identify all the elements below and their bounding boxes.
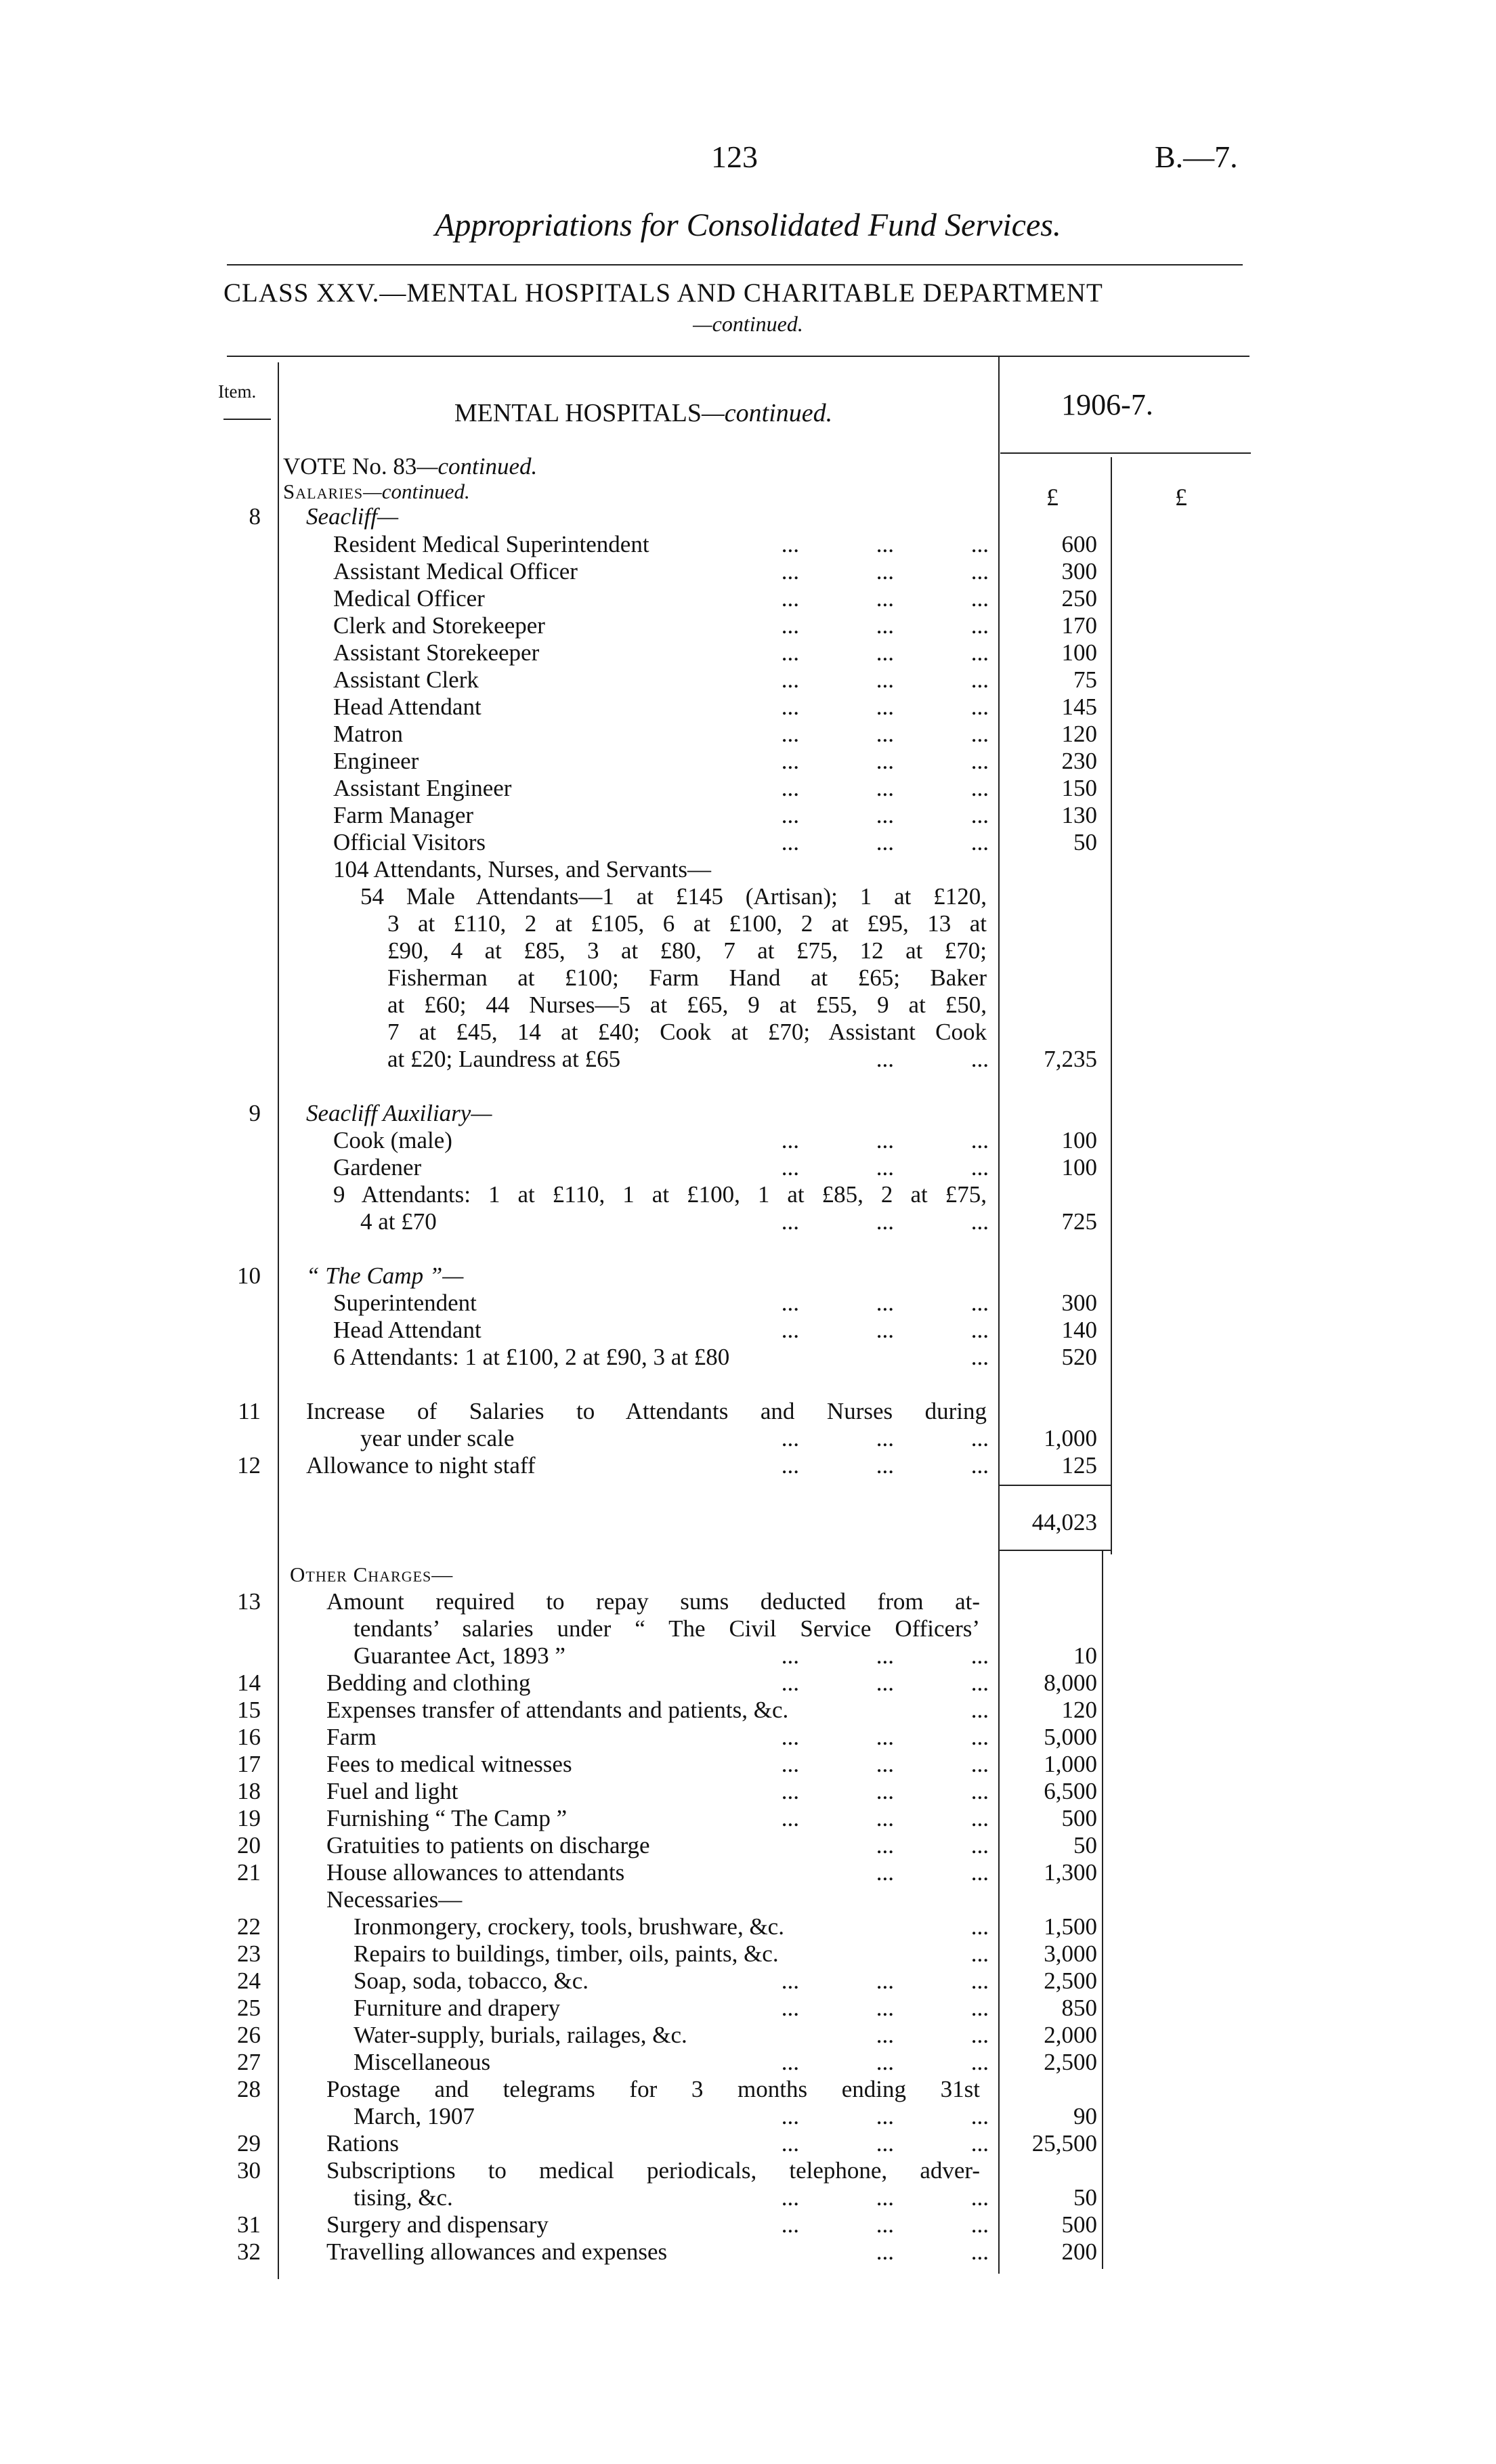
dot-leader: ... ... ... [781, 1805, 989, 1831]
dot-leader: ... ... ... [781, 1995, 989, 2021]
row-amount: 500 [1061, 2211, 1097, 2238]
section-heading-text: MENTAL HOSPITALS [454, 399, 702, 427]
subtotal-rule-bottom [1000, 1550, 1111, 1551]
subtotal-column-divider-lower [1102, 1551, 1103, 2269]
row-amount: 520 [1061, 1344, 1097, 1370]
row-amount: 300 [1061, 1290, 1097, 1316]
attendants-heading: 104 Attendants, Nurses, and Servants— [333, 856, 711, 883]
item-number: 26 [237, 2022, 261, 2048]
row-amount: 2,500 [1044, 2049, 1097, 2075]
necessaries-heading: Necessaries— [326, 1886, 463, 1913]
salaries-suffix: —continued. [363, 480, 470, 503]
vote-label: VOTE No. 83 [283, 453, 417, 480]
dot-leader: ... ... ... [781, 2130, 989, 2157]
row-amount: 500 [1061, 1805, 1097, 1831]
dot-leader: ... ... ... [781, 612, 989, 639]
item-header-rule [223, 419, 271, 420]
dot-leader: ... ... ... [781, 1154, 989, 1181]
item-number: 8 [249, 503, 261, 530]
row-label: Cook (male) [333, 1127, 452, 1153]
dot-leader: ... ... ... [781, 694, 989, 720]
row-label: 4 at £70 [360, 1208, 437, 1235]
row-label: Guarantee Act, 1893 ” [354, 1642, 565, 1669]
item-column-header: Item. [218, 381, 257, 402]
row-label: Farm Manager [333, 802, 474, 828]
dot-leader: ... ... [876, 2022, 989, 2048]
row-amount: 1,300 [1044, 1859, 1097, 1886]
item-number: 14 [237, 1670, 261, 1696]
row-label: Assistant Engineer [333, 775, 512, 801]
row-amount: 140 [1061, 1317, 1097, 1343]
row-amount: 1,000 [1044, 1751, 1097, 1777]
row-amount: 6,500 [1044, 1778, 1097, 1804]
item-column-divider [278, 362, 279, 2279]
row-amount: 600 [1061, 531, 1097, 557]
dot-leader: ... ... ... [781, 1127, 989, 1153]
dot-leader: ... ... ... [781, 1751, 989, 1777]
document-reference: B.—7. [1155, 140, 1238, 174]
salaries-label: Salaries [283, 480, 364, 503]
row-amount: 2,000 [1044, 2022, 1097, 2048]
item-number: 27 [237, 2049, 261, 2075]
row-label: Farm [326, 1724, 377, 1750]
dot-leader: ... ... ... [781, 1778, 989, 1804]
row-amount: 50 [1073, 2184, 1097, 2211]
row-label: Official Visitors [333, 829, 486, 855]
row-label: Surgery and dispensary [326, 2211, 549, 2238]
row-amount: 2,500 [1044, 1968, 1097, 1994]
item-number: 31 [237, 2211, 261, 2238]
section-heading [284, 398, 1002, 428]
item-number: 10 [237, 1262, 261, 1289]
row-label: Fees to medical witnesses [326, 1751, 572, 1777]
row-label: year under scale [360, 1425, 515, 1451]
dot-leader: ... ... ... [781, 2184, 989, 2211]
subtotal-column-divider [1111, 457, 1112, 1554]
item-number: 9 [249, 1100, 261, 1126]
dot-leader: ... ... [876, 1832, 989, 1858]
row-label: March, 1907 [354, 2103, 475, 2129]
item-number: 18 [237, 1778, 261, 1804]
dot-leader: ... ... ... [781, 1642, 989, 1669]
dot-leader: ... ... ... [781, 829, 989, 855]
dot-leader: ... ... ... [781, 1968, 989, 1994]
dot-leader: ... ... ... [781, 1670, 989, 1696]
item-number: 19 [237, 1805, 261, 1831]
class-heading-continued: —continued. [693, 312, 803, 336]
row-label: Assistant Storekeeper [333, 639, 540, 666]
row-label: Gratuities to patients on discharge [326, 1832, 650, 1858]
item-number: 25 [237, 1995, 261, 2021]
row-amount: 130 [1061, 802, 1097, 828]
row-amount: 200 [1061, 2238, 1097, 2265]
dot-leader: ... [970, 1913, 989, 1940]
row-amount: 1,000 [1044, 1425, 1097, 1451]
year-column-header: 1906-7. [1061, 388, 1153, 421]
row-amount: 8,000 [1044, 1670, 1097, 1696]
row-label: Miscellaneous [354, 2049, 491, 2075]
row-amount: 120 [1061, 721, 1097, 747]
row-label: tising, &c. [354, 2184, 453, 2211]
item-number: 11 [238, 1398, 261, 1424]
row-amount: 170 [1061, 612, 1097, 639]
salaries-total: 44,023 [1031, 1509, 1097, 1535]
vote-suffix: —continued. [416, 453, 538, 480]
class-heading: CLASS XXV.—MENTAL HOSPITALS AND CHARITABLE DEPARTMENT [223, 278, 1103, 307]
row-label: 6 Attendants: 1 at £100, 2 at £90, 3 at £80 [333, 1344, 730, 1370]
title-rule [227, 264, 1243, 265]
row-label: Superintendent [333, 1290, 477, 1316]
row-label: Engineer [333, 748, 419, 774]
dot-leader: ... ... [876, 2238, 989, 2265]
row-label: Assistant Medical Officer [333, 558, 578, 585]
dot-leader: ... ... ... [781, 802, 989, 828]
row-label: Gardener [333, 1154, 422, 1181]
dot-leader: ... ... ... [781, 775, 989, 801]
row-label: Allowance to night staff [306, 1452, 536, 1479]
other-charges-heading: Other Charges— [290, 1563, 454, 1586]
row-amount: 3,000 [1044, 1940, 1097, 1967]
item-number: 17 [237, 1751, 261, 1777]
row-amount: 125 [1061, 1452, 1097, 1479]
item-number: 30 [237, 2157, 261, 2184]
row-amount: 120 [1061, 1697, 1097, 1723]
row-label: Resident Medical Superintendent [333, 531, 649, 557]
row-label: Water-supply, burials, railages, &c. [354, 2022, 687, 2048]
row-label: Medical Officer [333, 585, 485, 612]
item-number: 15 [237, 1697, 261, 1723]
dot-leader: ... ... ... [781, 531, 989, 557]
row-label: Head Attendant [333, 1317, 482, 1343]
dot-leader: ... ... ... [781, 1724, 989, 1750]
dot-leader: ... [970, 1697, 989, 1723]
row-amount: 230 [1061, 748, 1097, 774]
vote-heading [283, 453, 537, 480]
dot-leader: ... [970, 1940, 989, 1967]
row-amount: 145 [1061, 694, 1097, 720]
row-label: Clerk and Storekeeper [333, 612, 545, 639]
row-amount: 150 [1061, 775, 1097, 801]
dot-leader: ... ... ... [781, 1452, 989, 1479]
row-label: Matron [333, 721, 404, 747]
pound-column-2: £ [1175, 484, 1187, 511]
camp-heading: “ The Camp ”— [306, 1262, 464, 1289]
row-label: Fuel and light [326, 1778, 458, 1804]
dot-leader: ... ... ... [781, 1208, 989, 1235]
dot-leader: ... ... ... [781, 748, 989, 774]
row-amount: 100 [1061, 639, 1097, 666]
item-number: 13 [237, 1588, 261, 1615]
dot-leader: ... ... ... [781, 1290, 989, 1316]
row-amount: 5,000 [1044, 1724, 1097, 1750]
item-number: 29 [237, 2130, 261, 2157]
dot-leader: ... ... ... [781, 585, 989, 612]
row-label: Head Attendant [333, 694, 482, 720]
row-amount: 25,500 [1031, 2130, 1097, 2157]
item-number: 32 [237, 2238, 261, 2265]
item-number: 23 [237, 1940, 261, 1967]
row-label: Rations [326, 2130, 399, 2157]
item-number: 28 [237, 2076, 261, 2102]
row-amount: 50 [1073, 829, 1097, 855]
page-number: 123 [711, 140, 758, 174]
row-label: Travelling allowances and expenses [326, 2238, 668, 2265]
row-amount: 725 [1061, 1208, 1097, 1235]
dot-leader: ... ... ... [781, 666, 989, 693]
row-amount: 7,235 [1044, 1046, 1097, 1072]
row-label: Repairs to buildings, timber, oils, paints, &c. [354, 1940, 779, 1967]
row-amount: 300 [1061, 558, 1097, 585]
dot-leader: ... ... ... [781, 2049, 989, 2075]
row-label: Expenses transfer of attendants and patients, &c. [326, 1697, 789, 1723]
subtotal-rule-top [1000, 1485, 1111, 1486]
row-label: Furnishing “ The Camp ” [326, 1805, 568, 1831]
row-amount: 90 [1073, 2103, 1097, 2129]
page-title: Appropriations for Consolidated Fund Services. [435, 207, 1061, 243]
dot-leader: ... ... ... [781, 639, 989, 666]
item-number: 21 [237, 1859, 261, 1886]
dot-leader: ... ... ... [781, 2211, 989, 2238]
item-number: 20 [237, 1832, 261, 1858]
item-number: 22 [237, 1913, 261, 1940]
item-number: 24 [237, 1968, 261, 1994]
row-label: Assistant Clerk [333, 666, 479, 693]
dot-leader: ... ... ... [781, 2103, 989, 2129]
pound-column-1: £ [1046, 484, 1059, 511]
row-amount: 10 [1073, 1642, 1097, 1669]
row-label: House allowances to attendants [326, 1859, 625, 1886]
item-number: 12 [237, 1452, 261, 1479]
year-header-rule [1000, 452, 1251, 454]
dot-leader: ... ... [876, 1046, 989, 1072]
row-label: Furniture and drapery [354, 1995, 561, 2021]
row-label: at £20; Laundress at £65 [387, 1046, 621, 1072]
dot-leader: ... ... [876, 1859, 989, 1886]
dot-leader: ... ... ... [781, 558, 989, 585]
row-amount: 100 [1061, 1154, 1097, 1181]
row-label: Bedding and clothing [326, 1670, 531, 1696]
auxiliary-heading: Seacliff Auxiliary— [306, 1100, 492, 1126]
item-number: 16 [237, 1724, 261, 1750]
salaries-heading [283, 478, 470, 505]
table-top-rule [227, 356, 1249, 357]
row-amount: 250 [1061, 585, 1097, 612]
row-label: Soap, soda, tobacco, &c. [354, 1968, 589, 1994]
dot-leader: ... ... ... [781, 1317, 989, 1343]
dot-leader: ... [970, 1344, 989, 1370]
row-amount: 75 [1073, 666, 1097, 693]
seacliff-heading: Seacliff— [306, 503, 399, 530]
section-heading-suffix: —continued. [701, 399, 833, 427]
row-amount: 100 [1061, 1127, 1097, 1153]
row-amount: 850 [1061, 1995, 1097, 2021]
row-amount: 50 [1073, 1832, 1097, 1858]
row-label: Ironmongery, crockery, tools, brushware, &c. [354, 1913, 784, 1940]
row-amount: 1,500 [1044, 1913, 1097, 1940]
dot-leader: ... ... ... [781, 721, 989, 747]
dot-leader: ... ... ... [781, 1425, 989, 1451]
